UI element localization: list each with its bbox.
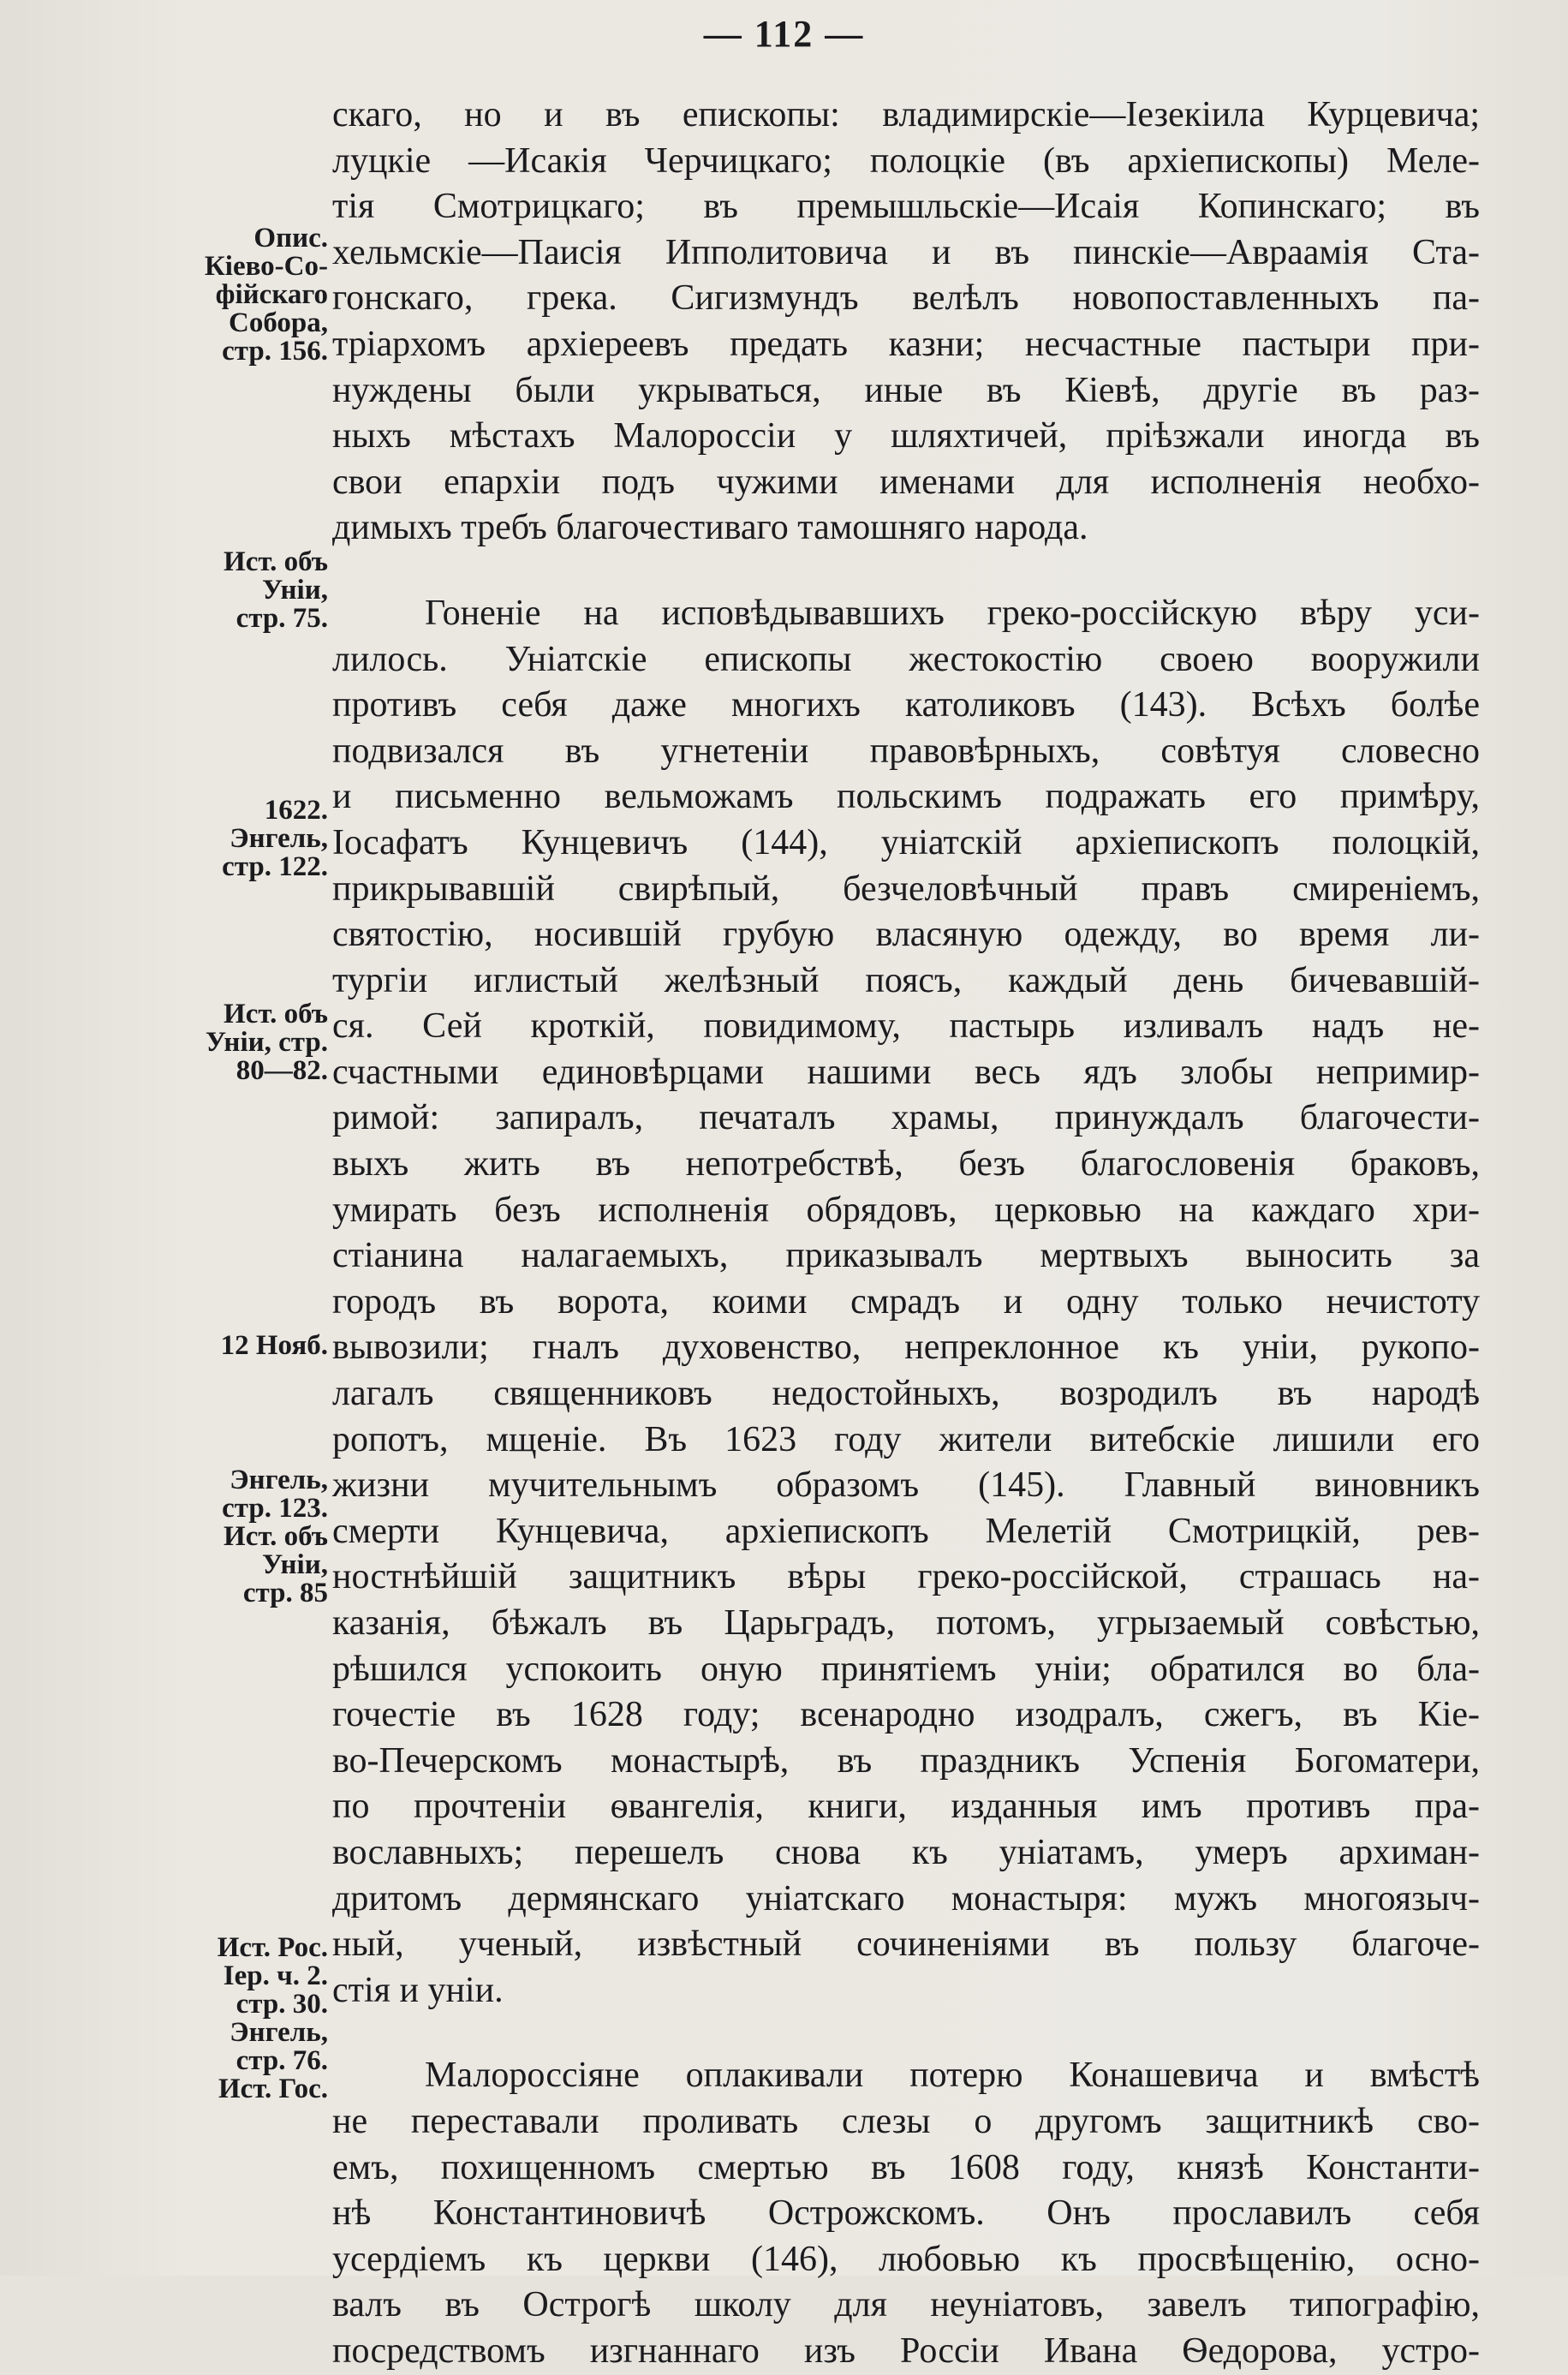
paragraph-gap	[332, 2014, 1480, 2053]
text-line: ся. Сей кроткій, повидимому, пастырь изливалъ надъ не-	[332, 1006, 1480, 1047]
text-line: городъ въ ворота, коими смрадъ и одну только нечистоту	[332, 1281, 1480, 1322]
text-line: жизни мучительнымъ образомъ (145). Главный виновникъ	[332, 1465, 1480, 1506]
text-line: вывозили; гналъ духовенство, непреклонное къ уніи, рукопо-	[332, 1328, 1480, 1368]
text-line: ропотъ, мщеніе. Въ 1623 году жители витебскіе лишили его	[332, 1419, 1480, 1459]
text-line: стіанина налагаемыхъ, приказывалъ мертвыхъ выносить за	[332, 1236, 1480, 1276]
margin-note-line: Уніи,	[262, 1549, 328, 1580]
margin-note-line: стр. 122.	[222, 851, 328, 882]
margin-note	[206, 1000, 328, 1085]
text-line: ностнѣйшій защитникъ вѣры греко-россійской, страшась на-	[332, 1557, 1480, 1597]
margin-note-line: Ист. объ	[224, 546, 328, 577]
margin-note-line: 80—82.	[235, 1055, 328, 1086]
text-line: Iосафатъ Кунцевичъ (144), уніатскій архіепископъ полоцкій,	[332, 822, 1480, 862]
text-line: вославныхъ; перешелъ снова къ уніатамъ, умеръ архиман-	[332, 1832, 1480, 1872]
text-line: гонскаго, грека. Сигизмундъ велѣлъ новопоставленныхъ па-	[332, 278, 1480, 319]
margin-note-line: стр. 85	[242, 1578, 328, 1608]
text-line: во-Печерскомъ монастырѣ, въ праздникъ Успенія Богоматери,	[332, 1740, 1480, 1781]
text-line: не переставали проливать слезы о другомъ защитникѣ сво-	[332, 2101, 1480, 2141]
text-line: Малороссіяне оплакивали потерю Конашевича и вмѣстѣ	[425, 2056, 1480, 2096]
text-line: емъ, похищенномъ смертью въ 1608 году, князѣ Константи-	[332, 2147, 1480, 2187]
margin-note-line: Кіево-Со-	[204, 251, 328, 282]
margin-note-line: фійскаго	[215, 279, 328, 310]
text-line: тія Смотрицкаго; въ премышльскіе—Исаія Копинскаго; въ	[332, 187, 1480, 227]
text-line: тріархомъ архіереевъ предать казни; несчастные пастыри при-	[332, 324, 1480, 364]
margin-note-line: Ист. Гос.	[218, 2074, 328, 2104]
text-line: рѣшился успокоить оную принятіемъ уніи; обратился во бла-	[332, 1649, 1480, 1689]
page-number-text: — 112 —	[703, 13, 865, 55]
text-line: лилось. Уніатскіе епископы жестокостію своею вооружили	[332, 639, 1480, 679]
margin-note-line: стр. 76.	[235, 2045, 328, 2076]
text-line: счастными единовѣрцами нашими весь ядъ злобы непримир-	[332, 1052, 1480, 1092]
margin-note-line: Энгель,	[230, 1465, 328, 1495]
margin-note-line: стр. 75.	[235, 603, 328, 634]
text-line: лагалъ священниковъ недостойныхъ, возродилъ въ народѣ	[332, 1374, 1480, 1414]
margin-note	[224, 548, 328, 633]
margin-note-line: 1622.	[264, 795, 328, 826]
margin-note-line: Iер. ч. 2.	[223, 1960, 328, 1991]
text-line: казанія, бѣжалъ въ Царьградъ, потомъ, угрызаемый совѣстью,	[332, 1603, 1480, 1643]
margin-note-line: стр. 123.	[222, 1493, 328, 1524]
text-line: свои епархіи подъ чужими именами для исполненія необхо-	[332, 462, 1480, 502]
text-line: усердіемъ къ церкви (146), любовью къ просвѣщенію, осно-	[332, 2239, 1480, 2279]
text-line: смерти Кунцевича, архіепископъ Мелетій Смотрицкій, рев-	[332, 1511, 1480, 1551]
text-line: тургіи иглистый желѣзный поясъ, каждый день бичевавшій-	[332, 960, 1480, 1000]
main-text	[332, 92, 1480, 2375]
text-line: гочестіе въ 1628 году; всенародно изодралъ, сжегъ, въ Кіе-	[332, 1695, 1480, 1735]
margin-note	[218, 1934, 328, 2103]
margin-note-line: Ист. объ	[224, 999, 328, 1029]
text-line: валъ въ Острогѣ школу для неуніатовъ, завелъ типографію,	[332, 2285, 1480, 2325]
paragraph	[332, 591, 1480, 2014]
margin-note-line: стр. 156.	[222, 336, 328, 367]
text-line: скаго, но и въ епископы: владимирскіе—Iезекіила Курцевича;	[332, 95, 1480, 134]
text-line: стія и уніи.	[332, 1970, 504, 2010]
margin-note-line: стр. 30.	[235, 1989, 328, 2020]
text-line: прикрывавшій свирѣпый, безчеловѣчный правъ смиреніемъ,	[332, 868, 1480, 909]
text-line: нѣ Константиновичѣ Острожскомъ. Онъ прославилъ себя	[332, 2193, 1480, 2234]
margin-note-line: Энгель,	[230, 2017, 328, 2048]
text-line: и письменно вельможамъ польскимъ подражать его примѣру,	[332, 777, 1480, 817]
text-line: противъ себя даже многихъ католиковъ (143). Всѣхъ болѣе	[332, 685, 1480, 725]
page-number	[0, 12, 1568, 56]
text-line: ный, ученый, извѣстный сочиненіями въ пользу благоче-	[332, 1924, 1480, 1965]
text-line: дритомъ дермянскаго уніатскаго монастыря: мужъ многоязыч-	[332, 1878, 1480, 1918]
text-line: хельмскіе—Паисія Ипполитовича и въ пинскіе—Авраамія Ста-	[332, 232, 1480, 272]
margin-note-line: Опис.	[253, 223, 328, 254]
text-line: выхъ жить въ непотребствѣ, безъ благословенія браковъ,	[332, 1144, 1480, 1185]
margin-note-line: 12 Нояб.	[220, 1330, 328, 1361]
text-line: умирать безъ исполненія обрядовъ, церковью на каждаго хри-	[332, 1190, 1480, 1230]
margin-note-line: Уніи, стр.	[205, 1027, 328, 1058]
margin-note	[205, 224, 328, 366]
text-line: Гоненіе на исповѣдывавшихъ греко-россійскую вѣру уси-	[425, 593, 1480, 633]
text-line: димыхъ требъ благочестиваго тамошняго народа.	[332, 508, 1088, 548]
margin-note-line: Уніи,	[262, 575, 328, 606]
margin-note-line: Ист. объ	[224, 1521, 328, 1552]
margin-note-line: Собора,	[229, 307, 328, 338]
text-line: ныхъ мѣстахъ Малороссіи у шляхтичей, пріѣзжали иногда въ	[332, 416, 1480, 457]
margin-note	[221, 1332, 328, 1360]
margin-note	[222, 797, 328, 881]
paragraph	[332, 92, 1480, 552]
text-line: нуждены были укрываться, иные въ Кіевѣ, другіе въ раз-	[332, 370, 1480, 410]
text-line: по прочтеніи ѳвангелія, книги, изданныя имъ противъ пра-	[332, 1787, 1480, 1827]
text-line: посредствомъ изгнаннаго изъ Россіи Ивана Ѳедорова, устро-	[332, 2330, 1480, 2371]
text-line: луцкіе —Исакія Черчицкаго; полоцкіе (въ архіепископы) Меле-	[332, 140, 1480, 181]
margin-note-line: Энгель,	[230, 823, 328, 854]
text-line: святостію, носившій грубую власяную одежду, во время ли-	[332, 915, 1480, 955]
margin-note	[222, 1466, 328, 1608]
paragraph	[332, 2053, 1480, 2374]
text-line: римой: запиралъ, печаталъ храмы, принуждалъ благочести-	[332, 1098, 1480, 1138]
margin-note-line: Ист. Рос.	[217, 1932, 328, 1963]
paragraph-gap	[332, 552, 1480, 591]
text-line: подвизался въ угнетеніи правовѣрныхъ, совѣтуя словесно	[332, 731, 1480, 771]
